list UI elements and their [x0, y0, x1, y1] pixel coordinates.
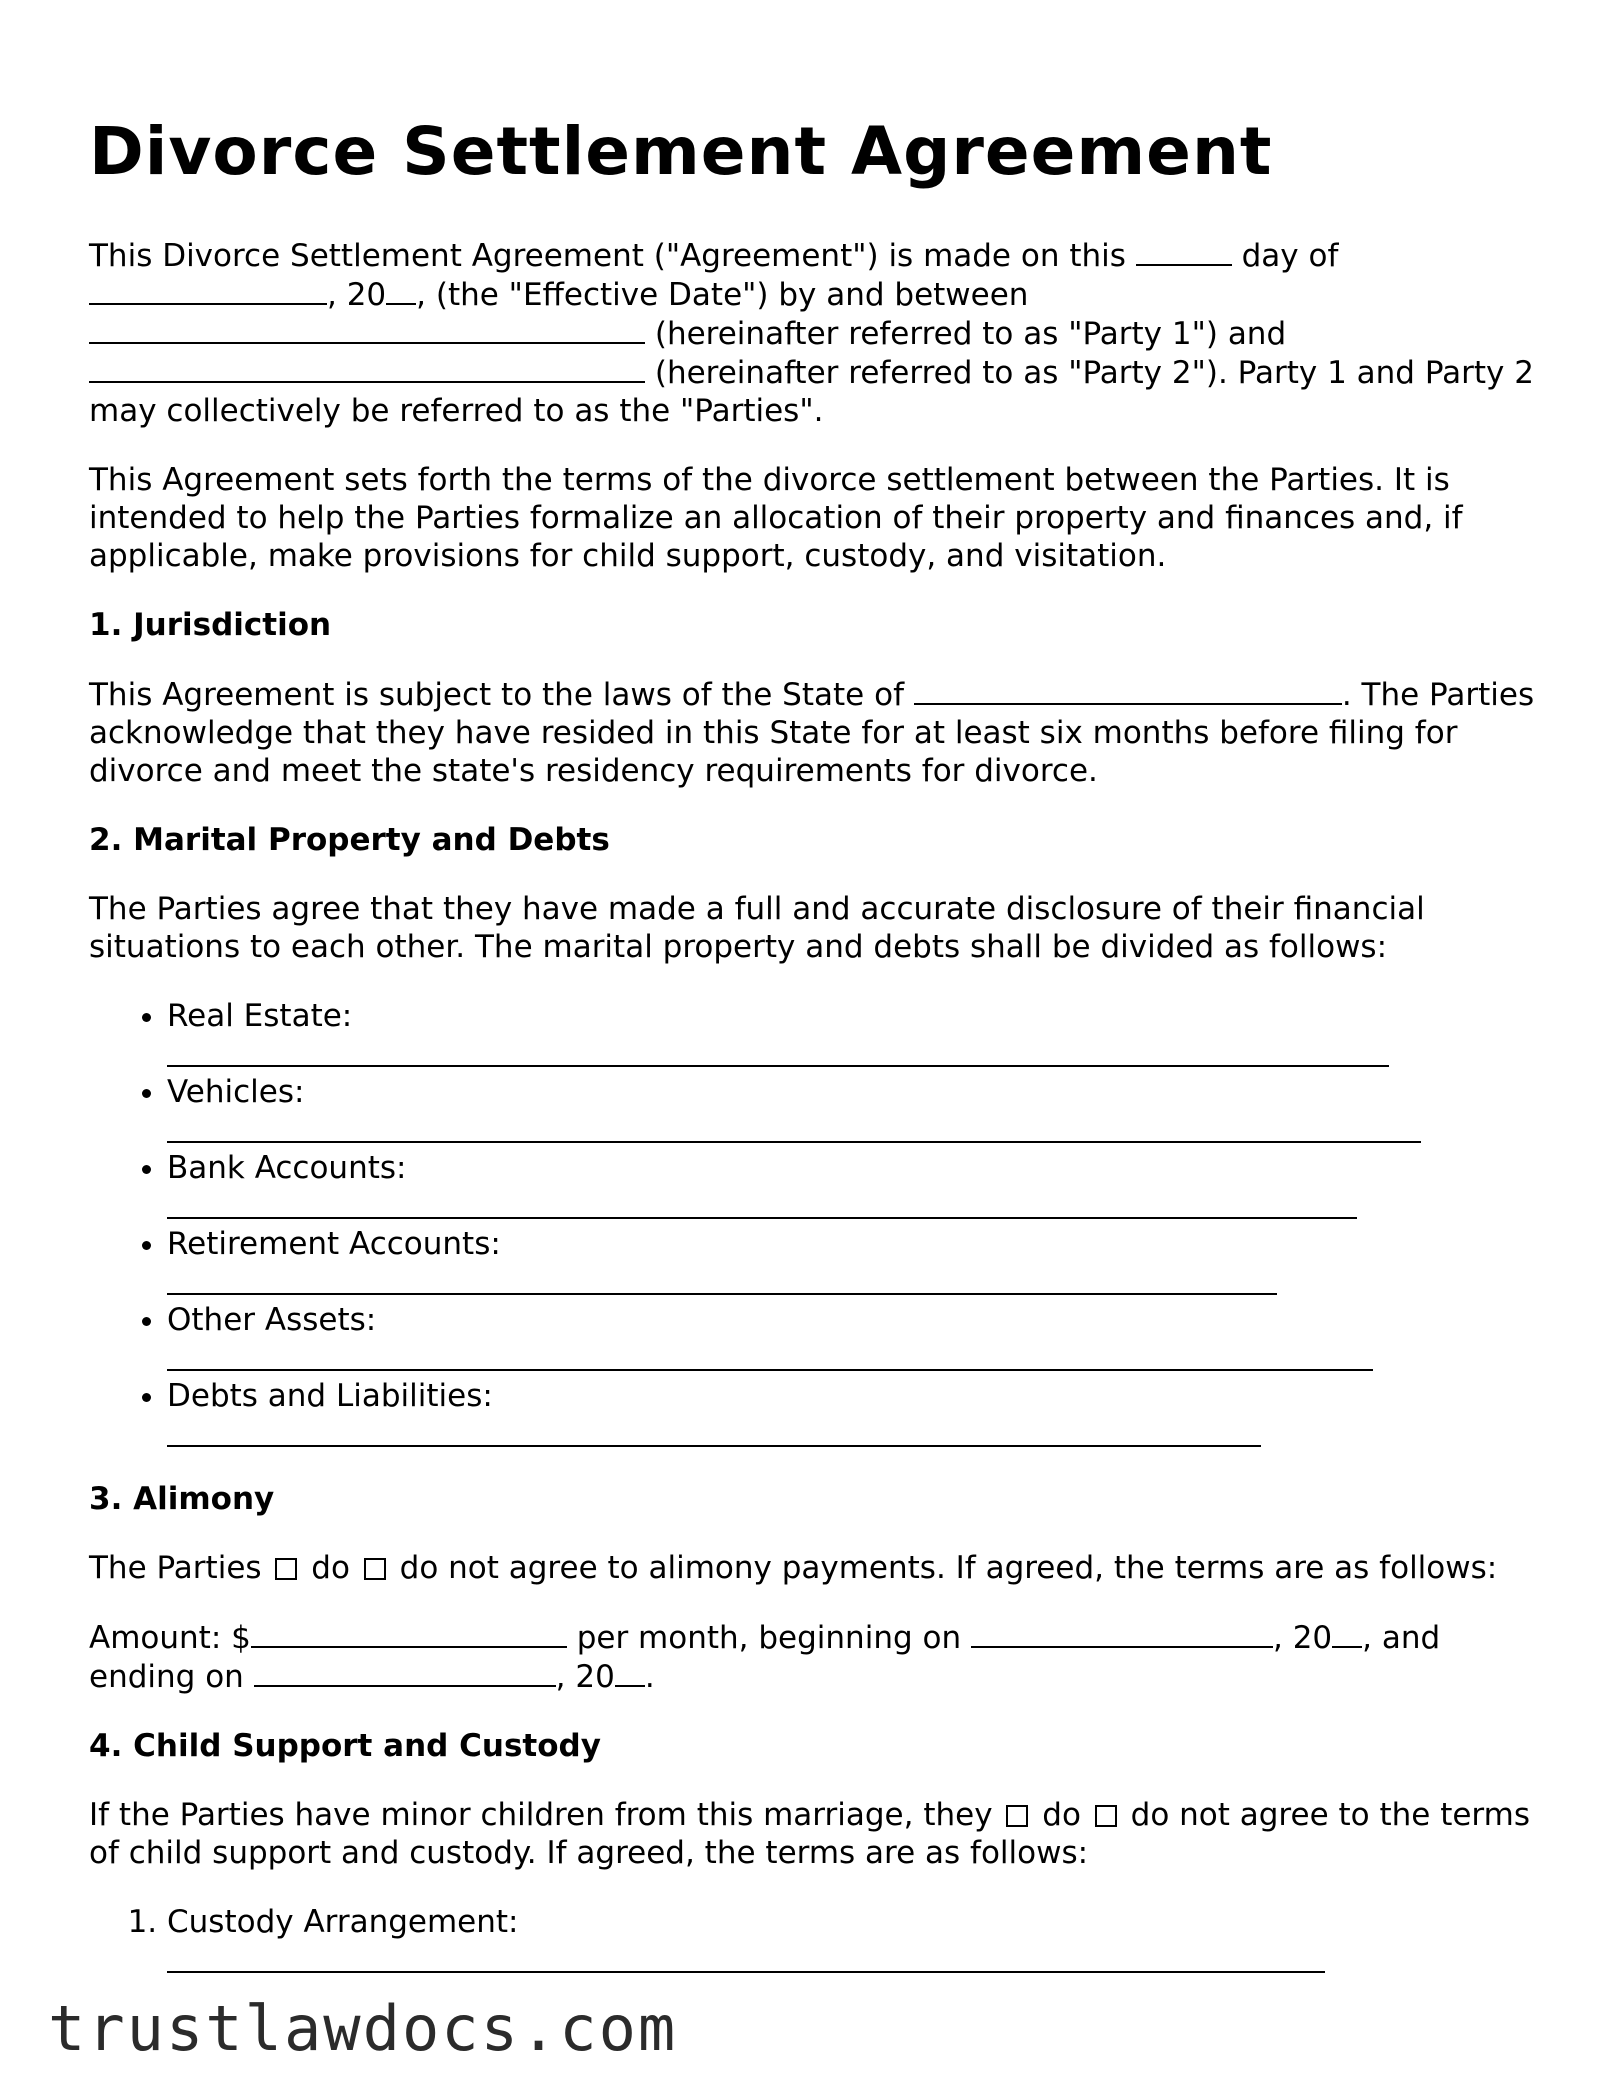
property-item-label: • Debts and Liabilities:	[167, 1378, 493, 1414]
list-item	[167, 1073, 1539, 1143]
list-item	[167, 997, 1539, 1067]
bank-accounts-blank[interactable]	[167, 1217, 1357, 1219]
party2-name-blank[interactable]	[89, 353, 645, 383]
alimony-amount-paragraph	[89, 1618, 1539, 1696]
other-assets-blank[interactable]	[167, 1369, 1373, 1371]
property-paragraph: The Parties agree that they have made a full and accurate disclosure of their financial situations to each other. The marital property and debts shall be divided as follows:	[89, 891, 1425, 965]
amount-label: Amount: $	[89, 1620, 251, 1656]
alimony-end-date-blank[interactable]	[254, 1657, 556, 1687]
child-agreement-paragraph	[89, 1796, 1539, 1872]
property-item-label: • Bank Accounts:	[167, 1150, 407, 1186]
month-blank[interactable]	[89, 275, 327, 305]
retirement-accounts-blank[interactable]	[167, 1293, 1277, 1295]
child-text-c: do not agree to the terms of child support and custody. If agreed, the terms are as follows:	[89, 1797, 1530, 1871]
amount-text-b: per month, beginning on	[576, 1620, 962, 1656]
child-list	[89, 1903, 1539, 1973]
list-item	[167, 1301, 1539, 1371]
list-item	[167, 1225, 1539, 1295]
jurisdiction-text-b: . The Parties acknowledge that they have resided in this State for at least six months before filing for divorce and meet the state's residency requirements for divorce.	[89, 677, 1535, 789]
jurisdiction-paragraph	[89, 675, 1539, 790]
property-list	[89, 997, 1539, 1447]
alimony-agreement-paragraph	[89, 1549, 1539, 1587]
day-blank[interactable]	[1136, 236, 1232, 266]
intro-text-f: (hereinafter referred to as "Party 2"). Party 1 and Party 2 may collectively be referred to as the "Parties".	[89, 355, 1534, 429]
document-title: Divorce Settlement Agreement	[89, 113, 1273, 190]
custody-arrangement-blank[interactable]	[167, 1971, 1325, 1973]
property-item-label: • Retirement Accounts:	[167, 1226, 501, 1262]
alimony-end-year-blank[interactable]	[615, 1657, 645, 1687]
list-item	[167, 1903, 1539, 1973]
alimony-amount-blank[interactable]	[251, 1618, 567, 1648]
watermark-text: trustlawdocs.com	[48, 1992, 678, 2065]
intro-text-d: , (the "Effective Date") by and between	[416, 277, 1029, 313]
intro-paragraph	[89, 236, 1539, 430]
child-text-a: If the Parties have minor children from this marriage, they	[89, 1797, 993, 1833]
real-estate-blank[interactable]	[167, 1065, 1389, 1067]
alimony-start-year-blank[interactable]	[1332, 1618, 1362, 1648]
year-blank[interactable]	[386, 275, 416, 305]
alimony-start-date-blank[interactable]	[971, 1618, 1273, 1648]
child-item-label: 1. Custody Arrangement:	[167, 1904, 519, 1940]
child-do-not-checkbox[interactable]	[1095, 1805, 1117, 1827]
property-item-label: • Vehicles:	[167, 1074, 305, 1110]
intro-text-e: (hereinafter referred to as "Party 1") and	[654, 316, 1287, 352]
party1-name-blank[interactable]	[89, 314, 645, 344]
vehicles-blank[interactable]	[167, 1141, 1421, 1143]
section-child-heading: 4. Child Support and Custody	[89, 1728, 601, 1764]
section-alimony-heading: 3. Alimony	[89, 1481, 275, 1517]
amount-text-d: , and ending on	[89, 1620, 1441, 1695]
state-blank[interactable]	[914, 675, 1342, 705]
intro-text-a: This Divorce Settlement Agreement ("Agreement") is made on this	[89, 238, 1126, 274]
alimony-do-checkbox[interactable]	[275, 1558, 297, 1580]
alimony-do-not-checkbox[interactable]	[364, 1558, 386, 1580]
section-jurisdiction-heading: 1. Jurisdiction	[89, 607, 332, 643]
debts-liabilities-blank[interactable]	[167, 1445, 1261, 1447]
child-do-checkbox[interactable]	[1006, 1805, 1028, 1827]
property-item-label: • Real Estate:	[167, 998, 353, 1034]
jurisdiction-text-a: This Agreement is subject to the laws of the State of	[89, 677, 904, 713]
child-text-b: do	[1042, 1797, 1081, 1833]
amount-text-c: , 20	[1272, 1620, 1333, 1656]
section-property-heading: 2. Marital Property and Debts	[89, 822, 610, 858]
alimony-text-a: The Parties	[89, 1550, 262, 1586]
list-item	[167, 1149, 1539, 1219]
agreement-document	[89, 112, 1539, 2006]
amount-text-f: .	[644, 1659, 655, 1695]
alimony-text-c: do not agree to alimony payments. If agreed, the terms are as follows:	[399, 1550, 1498, 1586]
intro-text-b: day of	[1241, 238, 1339, 274]
list-item	[167, 1377, 1539, 1447]
intro-text-c: , 20	[327, 277, 387, 313]
alimony-text-b: do	[311, 1550, 350, 1586]
property-item-label: • Other Assets:	[167, 1302, 377, 1338]
amount-text-e: , 20	[555, 1659, 615, 1695]
purpose-paragraph: This Agreement sets forth the terms of the divorce settlement between the Parties. It is intended to help the Parties formalize an allocation of their property and finances and, if applicable, make provisions for child support, custody, and visitation.	[89, 462, 1463, 574]
